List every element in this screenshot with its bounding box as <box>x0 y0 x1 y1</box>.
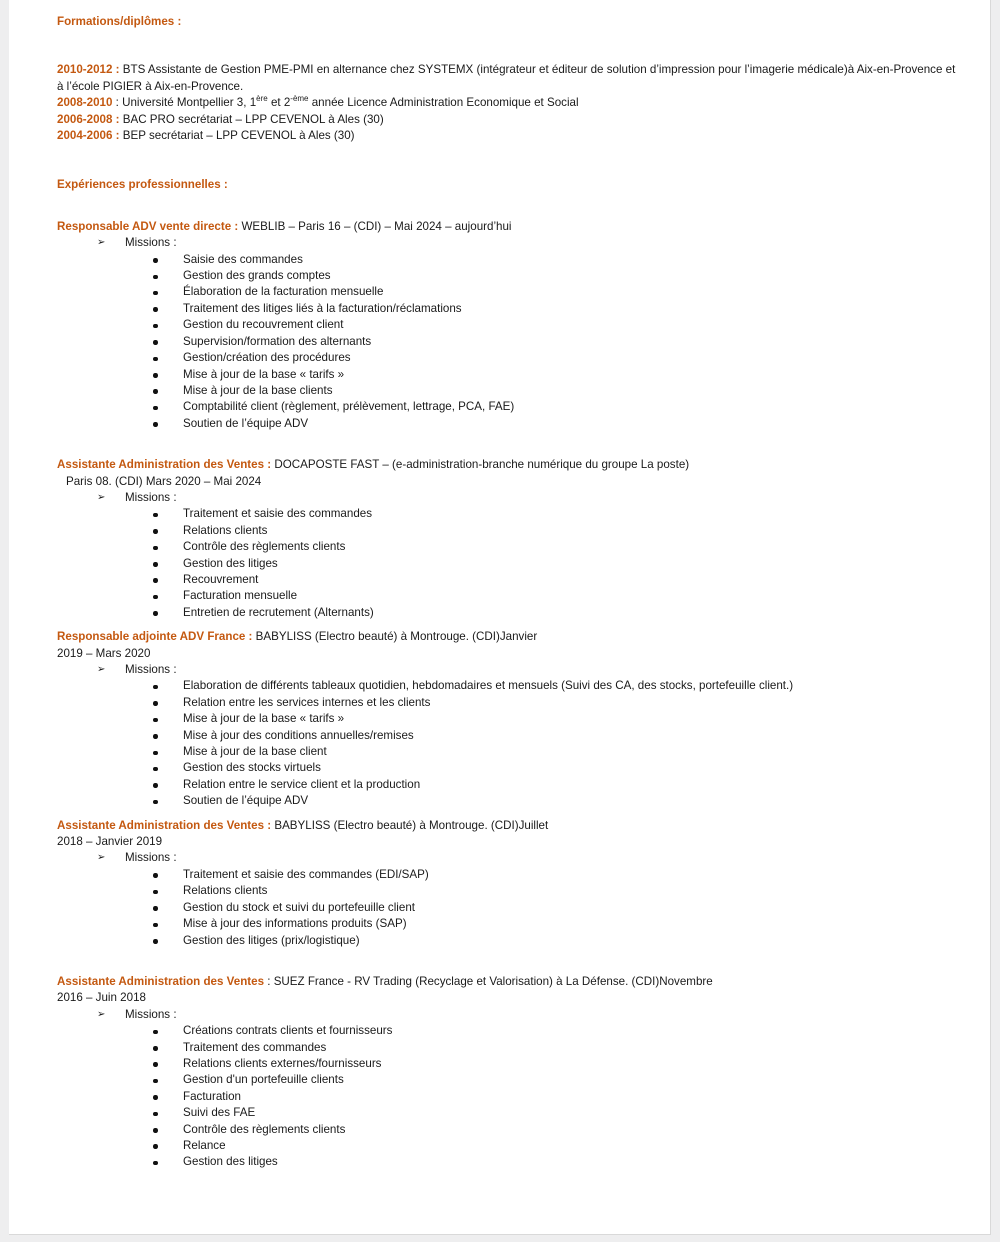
list-item: Gestion des litiges (prix/logistique) <box>183 933 957 949</box>
list-item: Créations contrats clients et fournisseurs <box>183 1023 957 1039</box>
list-item: Contrôle des règlements clients <box>183 539 957 555</box>
list-item: Contrôle des règlements clients <box>183 1122 957 1138</box>
missions-label: ➢ Missions : <box>57 662 957 678</box>
formations-list <box>57 62 957 144</box>
arrow-bullet-icon: ➢ <box>97 852 106 864</box>
cv-content <box>57 8 957 1171</box>
task-list <box>57 678 957 809</box>
job-dates: 2018 – Janvier 2019 <box>57 835 163 849</box>
task-list <box>57 506 957 621</box>
list-item: Mise à jour de la base clients <box>183 383 957 399</box>
list-item: Gestion/création des procédures <box>183 350 957 366</box>
job-dates: 2019 – Mars 2020 <box>57 646 151 660</box>
list-item: Gestion des grands comptes <box>183 268 957 284</box>
list-item: Traitement des commandes <box>183 1040 957 1056</box>
list-item: Mise à jour des conditions annuelles/remises <box>183 728 957 744</box>
list-item: Relation entre le service client et la production <box>183 777 957 793</box>
job-dates: 2016 – Juin 2018 <box>57 991 146 1005</box>
list-item: Traitement des litiges liés à la facturation/réclamations <box>183 301 957 317</box>
job-entry <box>57 457 957 621</box>
list-item: Relations clients <box>183 523 957 539</box>
job-entry <box>57 219 957 432</box>
job-title: Responsable adjointe ADV France : BABYLISS (Electro beauté) à Montrouge. (CDI)Janvier <box>57 630 538 644</box>
list-item: Relations clients <box>183 883 957 899</box>
list-item: Élaboration de la facturation mensuelle <box>183 284 957 300</box>
list-item: Elaboration de différents tableaux quotidien, hebdomadaires et mensuels (Suivi des CA, des stocks, portefeuille client.) <box>183 678 957 694</box>
list-item: Mise à jour de la base client <box>183 744 957 760</box>
arrow-bullet-icon: ➢ <box>97 491 106 503</box>
list-item: Gestion du recouvrement client <box>183 317 957 333</box>
arrow-bullet-icon: ➢ <box>97 664 106 675</box>
list-item: Soutien de l’équipe ADV <box>183 793 957 809</box>
list-item: Relation entre les services internes et les clients <box>183 695 957 711</box>
education-item: 2010-2012 : BTS Assistante de Gestion PME-PMI en alternance chez SYSTEMX (intégrateur et éditeur de solution d’impression pour l’imagerie médicale)à Aix-en-Provence et à l’école PIGIER à Aix-en-Provence. <box>57 63 956 93</box>
list-item: Traitement et saisie des commandes <box>183 506 957 522</box>
list-item: Entretien de recrutement (Alternants) <box>183 605 957 621</box>
education-item: 2004-2006 : BEP secrétariat – LPP CEVENOL à Ales (30) <box>57 129 355 143</box>
job-title: Assistante Administration des Ventes : SUEZ France - RV Trading (Recyclage et Valorisation) à La Défense. (CDI)Novembre <box>57 974 713 988</box>
job-title: Responsable ADV vente directe : WEBLIB – Paris 16 – (CDI) – Mai 2024 – aujourd’hui <box>57 219 512 233</box>
job-entry <box>57 818 957 949</box>
list-item: Relance <box>183 1138 957 1154</box>
list-item: Gestion des stocks virtuels <box>183 760 957 776</box>
list-item: Facturation <box>183 1089 957 1105</box>
list-item: Mise à jour des informations produits (SAP) <box>183 916 957 932</box>
missions-label: ➢ Missions : <box>57 850 957 866</box>
experiences-heading: Expériences professionnelles : <box>57 178 228 192</box>
task-list <box>57 252 957 432</box>
education-item: 2008-2010 : Université Montpellier 3, 1ère et $2^{-ème}$ année Licence Administration Economique et Social <box>57 94 579 110</box>
document-page <box>9 0 991 1235</box>
missions-label: ➢ Missions : <box>57 235 957 251</box>
job-title: Assistante Administration des Ventes : DOCAPOSTE FAST – (e-administration-branche numérique du groupe La poste) <box>57 458 690 472</box>
list-item: Gestion des litiges <box>183 1154 957 1170</box>
education-item: 2006-2008 : BAC PRO secrétariat – LPP CEVENOL à Ales (30) <box>57 112 384 126</box>
job-entry <box>57 974 957 1171</box>
list-item: Soutien de l’équipe ADV <box>183 416 957 432</box>
list-item: Supervision/formation des alternants <box>183 334 957 350</box>
missions-label: ➢ Missions : <box>57 490 957 506</box>
formations-heading: Formations/diplômes : <box>57 15 182 28</box>
list-item: Traitement et saisie des commandes (EDI/SAP) <box>183 867 957 883</box>
list-item: Relations clients externes/fournisseurs <box>183 1056 957 1072</box>
list-item: Suivi des FAE <box>183 1105 957 1121</box>
list-item: Recouvrement <box>183 572 957 588</box>
list-item: Gestion d'un portefeuille clients <box>183 1072 957 1088</box>
list-item: Saisie des commandes <box>183 252 957 268</box>
list-item: Gestion du stock et suivi du portefeuille client <box>183 900 957 916</box>
list-item: Mise à jour de la base « tarifs » <box>183 367 957 383</box>
list-item: Comptabilité client (règlement, prélèvement, lettrage, PCA, FAE) <box>183 399 957 415</box>
missions-label: ➢ Missions : <box>57 1007 957 1023</box>
job-title: Assistante Administration des Ventes : BABYLISS (Electro beauté) à Montrouge. (CDI)Juillet <box>57 818 549 832</box>
arrow-bullet-icon: ➢ <box>97 1008 106 1020</box>
list-item: Facturation mensuelle <box>183 588 957 604</box>
task-list <box>57 1023 957 1171</box>
arrow-bullet-icon: ➢ <box>97 237 106 249</box>
task-list <box>57 867 957 949</box>
job-dates: Paris 08. (CDI) Mars 2020 – Mai 2024 <box>66 474 262 488</box>
list-item: Gestion des litiges <box>183 556 957 572</box>
job-entry <box>57 629 957 809</box>
list-item: Mise à jour de la base « tarifs » <box>183 711 957 727</box>
